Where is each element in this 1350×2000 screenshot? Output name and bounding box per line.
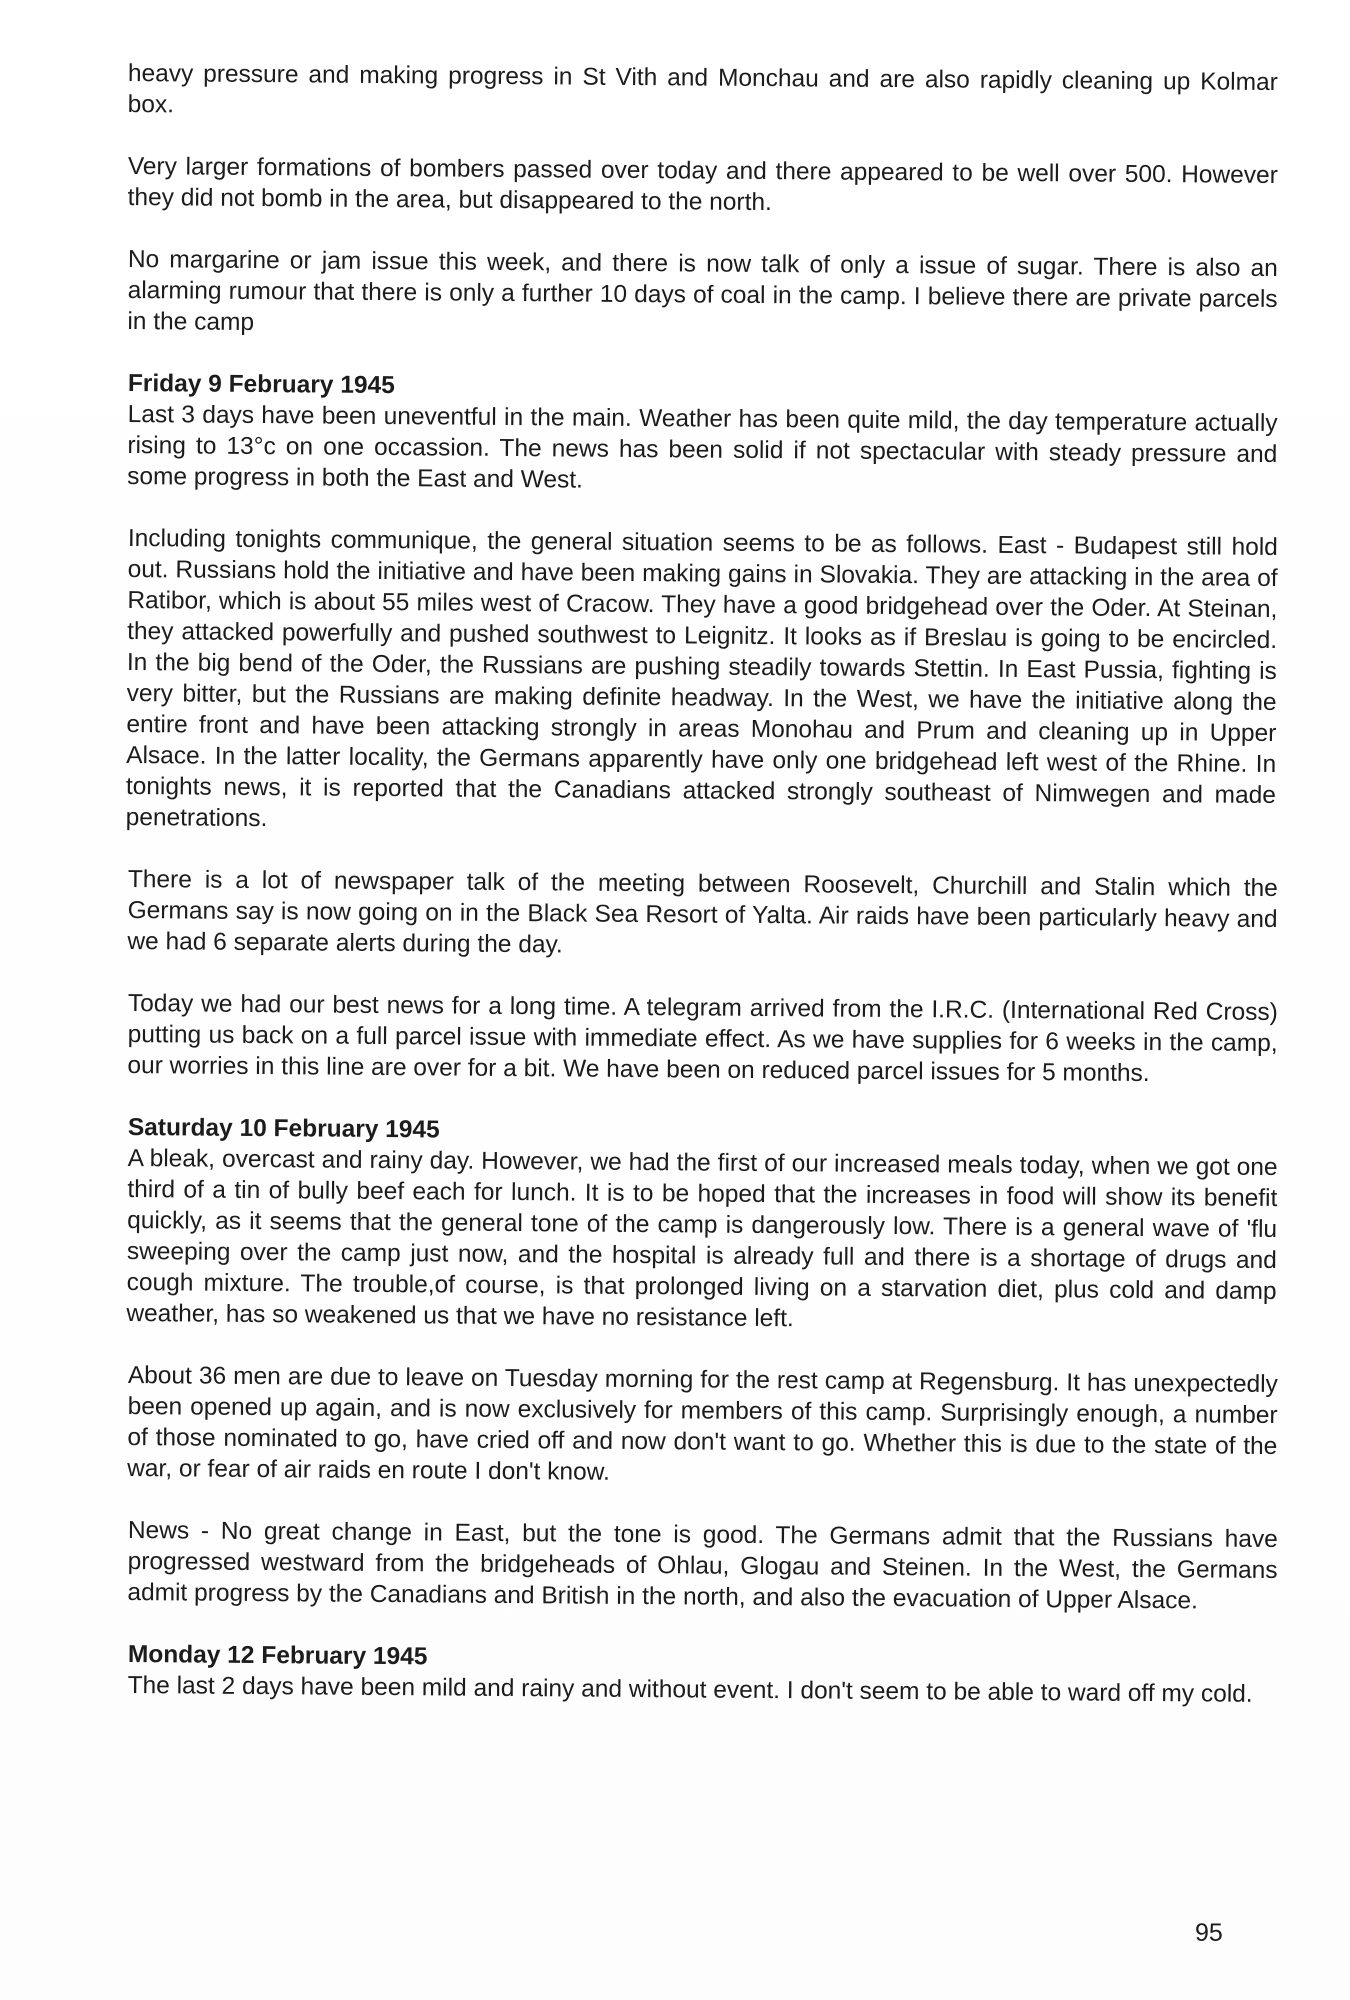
- paragraph: Including tonights communique, the general situation seems to be as follows. East - Budapest still hold out. Russians hold the initiative and have been making gains in Slovakia. They are attacking in the area of Ratibor, which is about 55 miles west of Cracow. They have a good bridgehead over the Oder. At Steinan, they attacked powerfully and pushed southwest to Leignitz. It looks as if Breslau is going to be encircled. In the big bend of the Oder, the Russians are pushing steadily towards Stettin. In East Pussia, fighting is very bitter, but the Russians are making definite headway. In the West, we have the initiative along the entire front and have been attacking strongly in areas Monohau and Prum and cleaning up in Upper Alsace. In the latter locality, the Germans apparently have only one bridgehead left west of the Rhine. In tonights news, it is reported that the Canadians attacked strongly southeast of Nimwegen and made penetrations.: [125, 524, 1278, 833]
- paragraph: News - No great change in East, but the tone is good. The Germans admit that the Russians have progressed westward from the bridgeheads of Ohlau, Glogau and Steinen. In the West, the Germans admit progress by the Canadians and British in the north, and also the evacuation of Upper Alsace.: [127, 1516, 1278, 1615]
- page-number: 95: [1195, 1919, 1223, 1947]
- entry-date-heading: Monday 12 February 1945: [127, 1640, 428, 1671]
- text-column: [125, 58, 1278, 1732]
- diary-entry: [127, 368, 1278, 501]
- paragraph: Today we had our best news for a long time. A telegram arrived from the I.R.C. (International Red Cross) putting us back on a full parcel issue with immediate effect. As we have supplies for 6 weeks in the camp, our worries in this line are over for a bit. We have been on reduced parcel issues for 5 months.: [127, 989, 1278, 1088]
- entry-date-heading: Friday 9 February 1945: [127, 369, 395, 400]
- paragraph: The last 2 days have been mild and rainy and without event. I don't seem to be able to ward off my cold.: [127, 1671, 1253, 1708]
- entry-date-heading: Saturday 10 February 1945: [127, 1113, 440, 1144]
- paragraph: About 36 men are due to leave on Tuesday morning for the rest camp at Regensburg. It has unexpectedly been opened up again, and is now exclusively for members of this camp. Surprisingly enough, a number of those nominated to go, have cried off and now don't want to go. Whether this is due to the state of the war, or fear of air raids en route I don't know.: [127, 1361, 1278, 1486]
- paragraph: heavy pressure and making progress in St Vith and Monchau and are also rapidly cleaning up Kolmar box.: [127, 59, 1278, 119]
- paragraph: Last 3 days have been uneventful in the main. Weather has been quite mild, the day temperature actually rising to 13°c on one occassion. The news has been solid if not spectacular with steady pressure and some progress in both the East and West.: [127, 400, 1278, 494]
- paragraph: A bleak, overcast and rainy day. However, we had the first of our increased meals today, when we got one third of a tin of bully beef each for lunch. It is to be hoped that the increases in food will show its benefit quickly, as it seems that the general tone of the camp is dangerously low. There is a general wave of 'flu sweeping over the camp just now, and the hospital is already full and there is a shortage of drugs and cough mixture. The trouble,of course, is that prolonged living on a starvation diet, plus cold and damp weather, has so weakened us that we have no resistance left.: [126, 1144, 1278, 1333]
- paragraph: Very larger formations of bombers passed over today and there appeared to be well over 500. However they did not bomb in the area, but disappeared to the north.: [127, 152, 1278, 217]
- diary-entry: [126, 1112, 1278, 1338]
- paragraph: There is a lot of newspaper talk of the meeting between Roosevelt, Churchill and Stalin which the Germans say is now going on in the Black Sea Resort of Yalta. Air raids have been particularly heavy and we had 6 separate alerts during the day.: [127, 865, 1278, 959]
- paragraph: No margarine or jam issue this week, and there is now talk of only a issue of sugar. There is also an alarming rumour that there is only a further 10 days of coal in the camp. I believe there are private parcels in the camp: [127, 245, 1278, 336]
- diary-entry: [128, 1639, 1278, 1710]
